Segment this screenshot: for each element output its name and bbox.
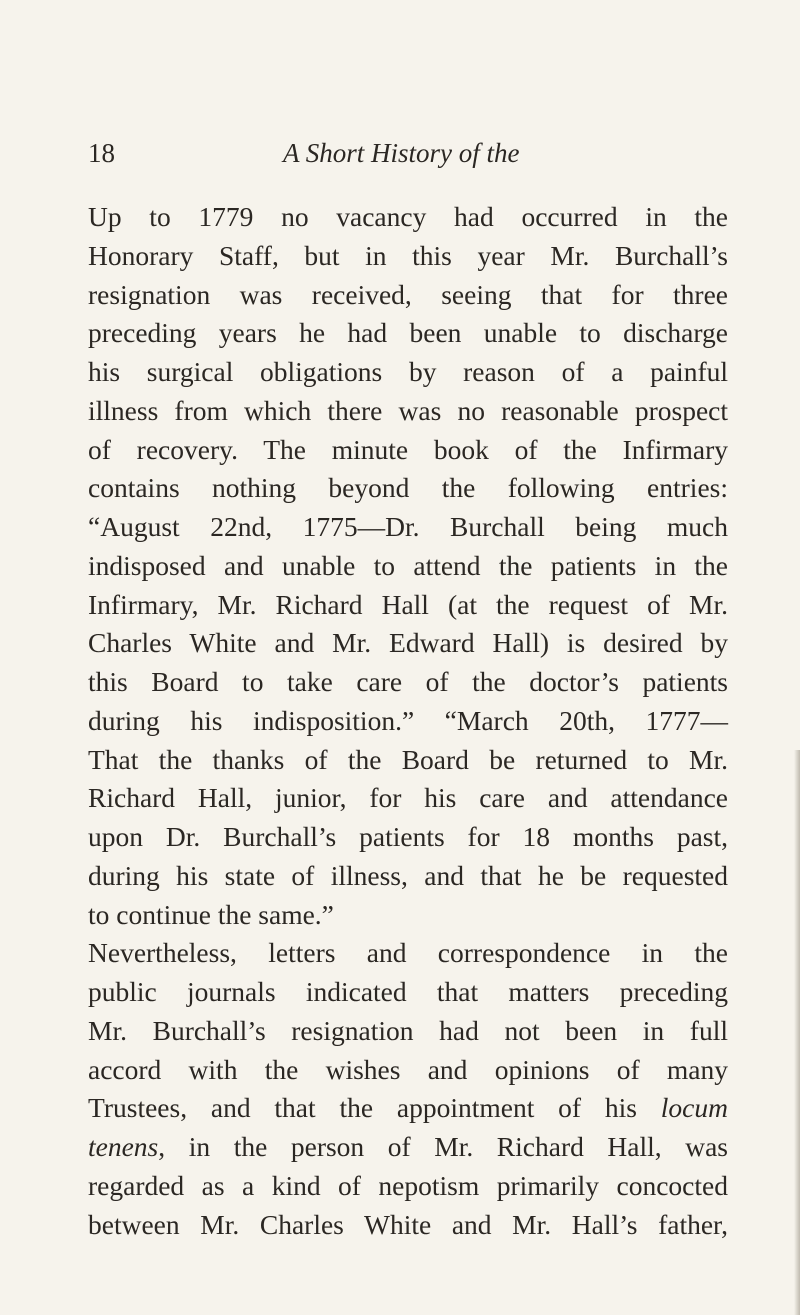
text-segment: Trustees, and that the appointment of his bbox=[88, 1092, 637, 1124]
text-line: Nevertheless, letters and correspondence in the bbox=[88, 937, 728, 969]
body-text bbox=[88, 198, 728, 1244]
text-line: upon Dr. Burchall’s patients for 18 months past, bbox=[88, 821, 728, 852]
text-line: preceding years he had been unable to discharge bbox=[88, 317, 728, 349]
text-line-with-italic bbox=[88, 1089, 728, 1128]
text-line: to continue the same.” bbox=[88, 898, 334, 930]
text-line: this Board to take care of the doctor’s patients bbox=[88, 666, 728, 697]
text-line: Infirmary, Mr. Richard Hall (at the request of Mr. bbox=[88, 588, 728, 620]
italic-phrase: tenens bbox=[88, 1131, 159, 1162]
text-line: of recovery. The minute book of the Infirmary bbox=[88, 433, 728, 465]
text-line: during his indisposition.” “March 20th, 1777— bbox=[88, 704, 728, 736]
text-line: “August 22nd, 1775—Dr. Burchall being much bbox=[88, 511, 728, 542]
running-title: A Short History of the bbox=[283, 138, 520, 168]
text-line: accord with the wishes and opinions of many bbox=[88, 1053, 728, 1085]
page-header bbox=[88, 133, 728, 173]
text-line: resignation was received, seeing that for three bbox=[88, 278, 728, 310]
text-line: Charles White and Mr. Edward Hall) is desired by bbox=[88, 627, 728, 659]
text-line: between Mr. Charles White and Mr. Hall’s father, bbox=[88, 1208, 728, 1240]
text-line: regarded as a kind of nepotism primarily concocted bbox=[88, 1169, 728, 1201]
text-line: illness from which there was no reasonable prospect bbox=[88, 394, 728, 426]
text-line: That the thanks of the Board be returned to Mr. bbox=[88, 743, 728, 775]
text-line: his surgical obligations by reason of a painful bbox=[88, 356, 728, 387]
italic-phrase: locum bbox=[660, 1092, 728, 1124]
text-line: Up to 1779 no vacancy had occurred in the bbox=[88, 201, 728, 232]
page-edge-shadow bbox=[794, 750, 800, 1315]
text-line: public journals indicated that matters preceding bbox=[88, 976, 728, 1007]
text-line: Richard Hall, junior, for his care and attendance bbox=[88, 782, 728, 814]
text-line: Mr. Burchall’s resignation had not been in full bbox=[88, 1014, 728, 1046]
text-line: indisposed and unable to attend the patients in the bbox=[88, 549, 728, 581]
page-number: 18 bbox=[88, 138, 115, 168]
text-line-with-italic bbox=[88, 1128, 728, 1167]
text-line: contains nothing beyond the following entries: bbox=[88, 472, 728, 504]
text-line: Honorary Staff, but in this year Mr. Burchall’s bbox=[88, 239, 728, 271]
text-segment: , in the person of Mr. Richard Hall, was bbox=[158, 1131, 728, 1162]
text-line: during his state of illness, and that he be requested bbox=[88, 859, 728, 891]
